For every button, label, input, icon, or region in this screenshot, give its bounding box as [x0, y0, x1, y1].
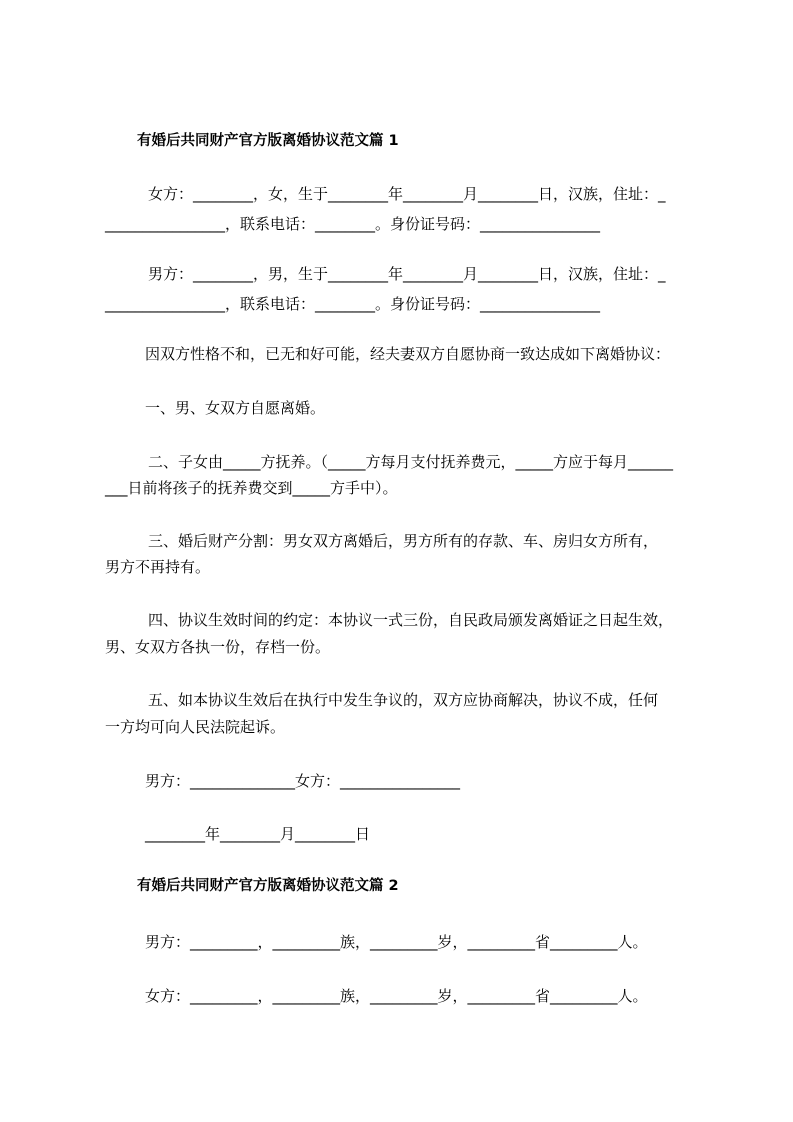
section2-male-info: 男方：_________，_________族，_________岁，_________省_________人。	[145, 933, 648, 951]
clause-3-line1: 三、婚后财产分割：男女双方离婚后，男方所有的存款、车、房归女方所有，	[148, 532, 659, 550]
clause-3-line2: 男方不再持有。	[105, 558, 211, 576]
section1-title: 有婚后共同财产官方版离婚协议范文篇 1	[137, 133, 399, 149]
clause-2-line2: ___日前将孩子的抚养费交到_____方手中）。	[105, 479, 398, 497]
clause-5-line2: 一方均可向人民法院起诉。	[105, 718, 286, 736]
clause-4-line1: 四、协议生效时间的约定：本协议一式三份，自民政局颁发离婚证之日起生效，	[148, 611, 674, 629]
section2-female-info: 女方：_________，_________族，_________岁，_________省_________人。	[145, 987, 648, 1005]
female-info-line2: ________________，联系电话：________。身份证号码：________________	[105, 215, 601, 233]
clause-2-line1: 二、子女由_____方抚养。（_____方每月支付抚养费元，_____方应于每月______	[148, 453, 674, 471]
date-line: ________年________月________日	[145, 825, 371, 843]
female-info-line1: 女方：________，女，生于________年________月________日，汉族，住址：_	[148, 185, 666, 203]
intro-paragraph: 因双方性格不和，已无和好可能，经夫妻双方自愿协商一致达成如下离婚协议：	[145, 345, 671, 363]
signature-line: 男方：______________女方：________________	[145, 772, 461, 790]
clause-5-line1: 五、如本协议生效后在执行中发生争议的，双方应协商解决，协议不成，任何	[148, 691, 659, 709]
male-info-line1: 男方：________，男，生于________年________月________日，汉族，住址：_	[148, 265, 666, 283]
section2-title: 有婚后共同财产官方版离婚协议范文篇 2	[137, 878, 399, 894]
clause-1: 一、男、女双方自愿离婚。	[145, 399, 326, 417]
clause-4-line2: 男、女双方各执一份，存档一份。	[105, 638, 331, 656]
male-info-line2: ________________，联系电话：________。身份证号码：________________	[105, 295, 601, 313]
